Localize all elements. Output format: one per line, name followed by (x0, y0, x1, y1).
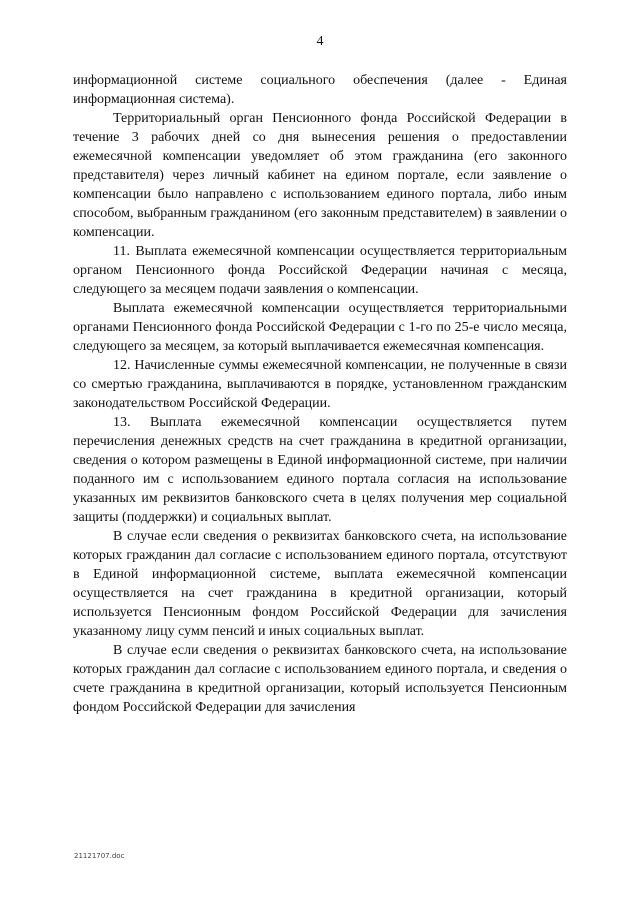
paragraph-clause-11: 11. Выплата ежемесячной компенсации осуществляется территориальным органом Пенсионного фонда Российской Федерации начиная с месяца, следующего за месяцем подачи заявления о компенсации. (73, 244, 567, 297)
paragraph-payment-schedule: Выплата ежемесячной компенсации осуществляется территориальными органами Пенсионного фонда Российской Федерации с 1-го по 25-е число месяца, следующего за месяцем, за который выплачивается ежемесячная компенсация. (73, 301, 567, 354)
paragraph-missing-account: В случае если сведения о реквизитах банковского счета, на использование которых гражданин дал согласие с использованием единого портала, отсутствуют в Единой информационной системе, выплата ежемесячной компенсации осуществляется на счет гражданина в кредитной организации, который используется Пенсионным фондом Российской Федерации для зачисления указанному лицу сумм пенсий и иных социальных выплат. (73, 529, 567, 639)
paragraph-clause-12: 12. Начисленные суммы ежемесячной компенсации, не полученные в связи со смертью гражданина, выплачиваются в порядке, установленном гражданским законодательством Российской Федерации. (73, 358, 567, 411)
paragraph-account-info: В случае если сведения о реквизитах банковского счета, на использование которых гражданин дал согласие с использованием единого портала, и сведения о счете гражданина в кредитной организации, который используется Пенсионным фондом Российской Федерации для зачисления (73, 643, 567, 715)
paragraph-clause-13: 13. Выплата ежемесячной компенсации осуществляется путем перечисления денежных средств на счет гражданина в кредитной организации, сведения о котором размещены в Единой информационной системе, при наличии поданного им с использованием единого портала согласия на использование указанных им реквизитов банковского счета в целях получения мер социальной защиты (поддержки) и социальных выплат. (73, 415, 567, 525)
document-file-code: 21121707.doc (74, 852, 125, 860)
paragraph-continuation: информационной системе социального обеспечения (далее - Единая информационная система). (73, 73, 567, 107)
page-number: 4 (316, 34, 324, 49)
document-body (73, 71, 567, 717)
paragraph-notification: Территориальный орган Пенсионного фонда Российской Федерации в течение 3 рабочих дней со дня вынесения решения о предоставлении ежемесячной компенсации уведомляет об этом гражданина (его законного представителя) через личный кабинет на едином портале, если заявление о компенсации было направлено с использованием единого портала, либо иным способом, выбранным гражданином (его законным представителем) в заявлении о компенсации. (73, 111, 567, 240)
